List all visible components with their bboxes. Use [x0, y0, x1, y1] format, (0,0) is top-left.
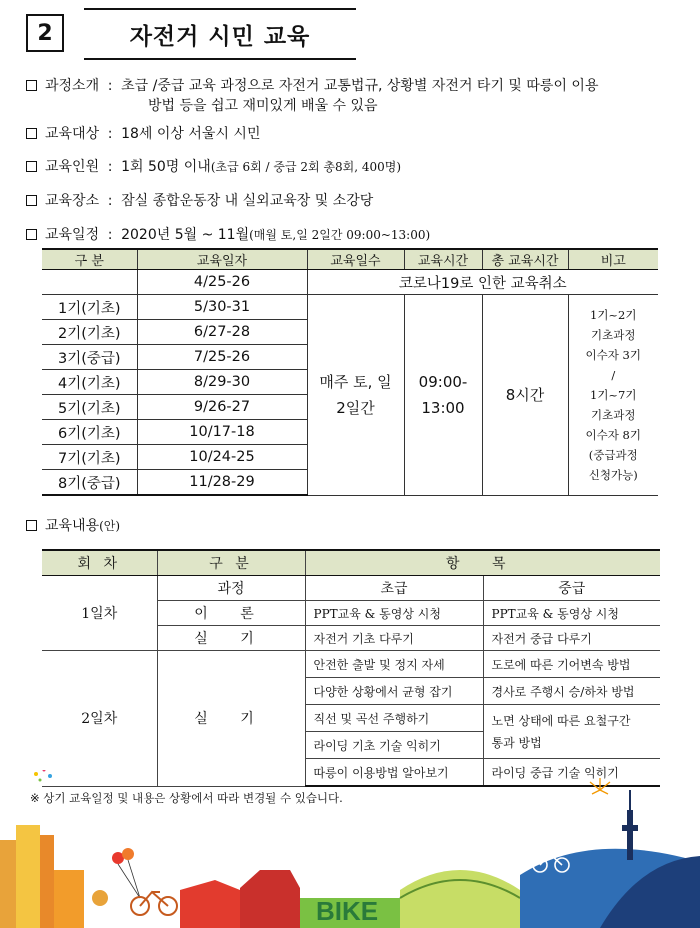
- remark-line: 이수자 8기: [585, 427, 641, 442]
- bike-text: BIKE: [316, 896, 379, 926]
- firework-icon: [590, 778, 610, 794]
- section-number: 2: [26, 14, 64, 52]
- col-header: 비고: [568, 249, 658, 270]
- info-intro-cont: 방법 등을 쉽고 재미있게 배울 수 있음: [148, 98, 378, 114]
- term-cell: 1기(기초): [42, 295, 137, 320]
- schedule-table: [42, 248, 658, 496]
- category-cell: 과정: [157, 576, 305, 601]
- inter-item: 자전거 중급 다루기: [483, 626, 660, 651]
- cancel-note: 코로나19로 인한 교육취소: [307, 270, 658, 295]
- days-line: 매주 토, 일: [319, 372, 392, 391]
- category-cell: 이 론: [157, 601, 305, 626]
- col-header: 총 교육시간: [482, 249, 568, 270]
- date-cell: 5/30-31: [137, 295, 307, 320]
- basic-item: 자전거 기초 다루기: [305, 626, 483, 651]
- basic-item: 직선 및 곡선 주행하기: [305, 705, 483, 732]
- info-label: 교육장소: [45, 193, 100, 209]
- header-rule-bottom: [84, 58, 356, 60]
- col-header: 구 분: [42, 249, 137, 270]
- info-schedule: 교육일정 : 2020년 5월 ~ 11월(매월 토,일 2일간 09:00~13:00): [26, 224, 430, 246]
- info-label: 교육내용: [45, 518, 100, 534]
- basic-item: 안전한 출발 및 정지 자세: [305, 651, 483, 678]
- level-cell: 중급: [483, 576, 660, 601]
- date-cell: 10/24-25: [137, 445, 307, 470]
- time-line: 09:00-: [418, 372, 468, 391]
- section-header: [26, 8, 336, 60]
- term-cell: 7기(기초): [42, 445, 137, 470]
- term-cell: 4기(기초): [42, 370, 137, 395]
- inter-item: 도로에 따른 기어변속 방법: [483, 651, 660, 678]
- table-header-row: [42, 249, 658, 270]
- info-label: 교육인원: [45, 159, 100, 175]
- date-cell: 6/27-28: [137, 320, 307, 345]
- inter-item: 경사로 주행시 승/하차 방법: [483, 678, 660, 705]
- remark-line: /: [611, 367, 616, 382]
- remark-line: 1기~2기: [590, 307, 637, 322]
- day-cell: 2일차: [42, 651, 157, 787]
- col-header: 회 차: [42, 550, 157, 576]
- info-capacity: 교육인원 : 1회 50명 이내(초급 6회 / 중급 2회 총8회, 400명): [26, 156, 401, 178]
- col-header: 항 목: [305, 550, 660, 576]
- checkbox-icon: [26, 161, 37, 172]
- remark-line: 기초과정: [591, 327, 636, 342]
- checkbox-icon: [26, 195, 37, 206]
- remark-line: 이수자 3기: [585, 347, 641, 362]
- remark-cell: [568, 295, 658, 496]
- info-text: 18세 이상 서울시 시민: [121, 126, 261, 142]
- date-cell: 10/17-18: [137, 420, 307, 445]
- category-cell: 실 기: [157, 651, 305, 787]
- info-place: 교육장소 : 잠실 종합운동장 내 실외교육장 및 소강당: [26, 190, 373, 212]
- balloon-icon: [112, 848, 140, 898]
- info-text: 2020년 5월 ~ 11월: [121, 227, 250, 243]
- remark-line: (중급과정: [588, 447, 638, 462]
- content-section-label: [26, 515, 120, 537]
- date-cell: 7/25-26: [137, 345, 307, 370]
- date-cell: 11/28-29: [137, 470, 307, 496]
- time-line: 13:00: [421, 398, 465, 417]
- time-cell: [404, 295, 482, 496]
- info-text: 초급 /중급 교육 과정으로 자전거 교통법규, 상황별 자전거 타기 및 따릉이 이용: [121, 78, 599, 94]
- info-label: 교육대상: [45, 126, 100, 142]
- bridge-shape: [400, 870, 520, 928]
- col-header: 교육일수: [307, 249, 404, 270]
- basic-item: PPT교육 & 동영상 시청: [305, 601, 483, 626]
- info-label: 과정소개: [45, 78, 100, 94]
- date-cell: 8/29-30: [137, 370, 307, 395]
- info-text: 잠실 종합운동장 내 실외교육장 및 소강당: [121, 193, 374, 209]
- info-text: 1회 50명 이내: [121, 159, 211, 175]
- total-cell: 8시간: [482, 295, 568, 496]
- inter-item-line: 노면 상태에 따른 요철구간: [491, 713, 631, 728]
- info-intro: 과정소개 : 초급 /중급 교육 과정으로 자전거 교통법규, 상황별 자전거 타기 및 따릉이 이용: [26, 75, 598, 97]
- date-cell: 9/26-27: [137, 395, 307, 420]
- term-cell: 5기(기초): [42, 395, 137, 420]
- inter-item: PPT교육 & 동영상 시청: [483, 601, 660, 626]
- day-cell: 1일차: [42, 576, 157, 651]
- remark-line: 신청가능): [588, 467, 638, 482]
- checkbox-icon: [26, 520, 37, 531]
- inter-item-line: 통과 방법: [491, 735, 542, 750]
- info-target: 교육대상 : 18세 이상 서울시 시민: [26, 123, 260, 145]
- info-small: (안): [99, 519, 121, 533]
- checkbox-icon: [26, 229, 37, 240]
- col-header: 교육일자: [137, 249, 307, 270]
- remark-line: 기초과정: [591, 407, 636, 422]
- table-row: [42, 295, 658, 320]
- col-header: 구 분: [157, 550, 305, 576]
- header-rule-top: [84, 8, 356, 10]
- gate-shape: [240, 870, 300, 928]
- table-row: [42, 270, 658, 295]
- city-buildings: [0, 825, 108, 928]
- section-title: 자전거 시민 교육: [129, 24, 311, 50]
- term-cell: [42, 270, 137, 295]
- checkbox-icon: [26, 128, 37, 139]
- footnote: ※ 상기 교육일정 및 내용은 상황에서 따라 변경될 수 있습니다.: [30, 791, 343, 805]
- table-row: [42, 651, 660, 678]
- term-cell: 2기(기초): [42, 320, 137, 345]
- info-small: (초급 6회 / 중급 2회 총8회, 400명): [210, 160, 402, 174]
- basic-item: 다양한 상황에서 균형 잡기: [305, 678, 483, 705]
- inter-item: [483, 705, 660, 759]
- info-label: 교육일정: [45, 227, 100, 243]
- level-cell: 초급: [305, 576, 483, 601]
- table-header-row: [42, 550, 660, 576]
- landmark-shape: [180, 880, 240, 928]
- days-cell: [307, 295, 404, 496]
- table-row: [42, 576, 660, 601]
- category-cell: 실 기: [157, 626, 305, 651]
- term-cell: 8기(중급): [42, 470, 137, 496]
- date-cell: 4/25-26: [137, 270, 307, 295]
- basic-item: 라이딩 기초 기술 익히기: [305, 732, 483, 759]
- basic-item: 따릉이 이용방법 알아보기: [305, 759, 483, 787]
- term-cell: 6기(기초): [42, 420, 137, 445]
- content-table: [42, 549, 660, 787]
- remark-line: 1기~7기: [590, 387, 637, 402]
- info-small: (매월 토,일 2일간 09:00~13:00): [249, 228, 431, 242]
- col-header: 교육시간: [404, 249, 482, 270]
- inter-item: 라이딩 중급 기술 익히기: [483, 759, 660, 787]
- sparkle-icon: [34, 770, 52, 782]
- days-line: 2일간: [336, 398, 375, 417]
- checkbox-icon: [26, 80, 37, 91]
- term-cell: 3기(중급): [42, 345, 137, 370]
